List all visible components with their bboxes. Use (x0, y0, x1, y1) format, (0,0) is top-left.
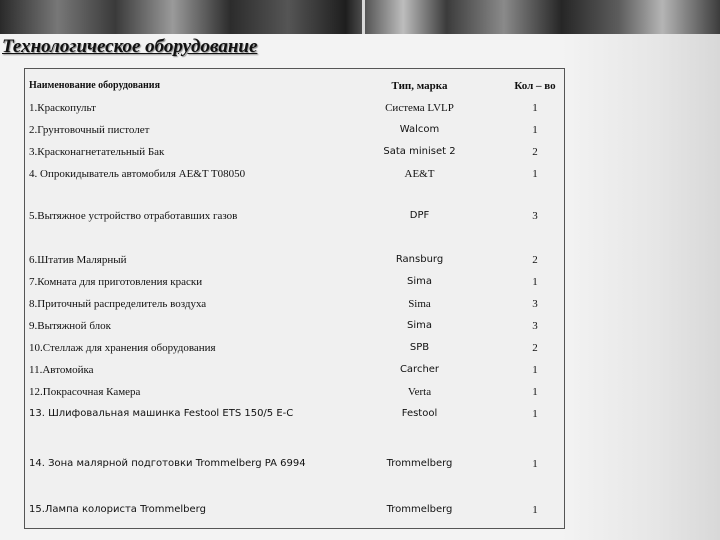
equipment-type: Walcom (399, 124, 440, 135)
table-row (25, 146, 565, 168)
equipment-name: 5.Вытяжное устройство отработавших газов (29, 210, 238, 222)
equipment-type: Система LVLP (385, 102, 454, 114)
table-row (25, 320, 565, 342)
table-row (25, 408, 565, 458)
equipment-qty: 3 (532, 298, 538, 310)
table-row (25, 364, 565, 386)
equipment-name: 9.Вытяжной блок (29, 320, 111, 332)
equipment-type: Sima (408, 298, 431, 310)
table-row (25, 168, 565, 210)
header-banner-image (0, 0, 720, 34)
equipment-name: 11.Автомойка (29, 364, 94, 376)
table-header-row (25, 69, 565, 103)
equipment-name: 4. Опрокидыватель автомобиля AE&T T08050 (29, 168, 246, 180)
table-row (25, 124, 565, 146)
equipment-qty: 1 (532, 504, 538, 516)
equipment-name: 3.Красконагнетательный Бак (29, 146, 165, 158)
equipment-qty: 2 (532, 146, 538, 158)
equipment-type: SPB (409, 342, 430, 353)
table-row (25, 504, 565, 528)
equipment-name: 10.Стеллаж для хранения оборудования (29, 342, 216, 354)
equipment-type: Carcher (399, 364, 440, 375)
equipment-name: 8.Приточный распределитель воздуха (29, 298, 207, 310)
equipment-qty: 3 (532, 210, 538, 222)
table-row (25, 298, 565, 320)
equipment-table (24, 68, 565, 529)
equipment-name: 14. Зона малярной подготовки Trommelberg PA 6994 (29, 458, 306, 469)
table-row (25, 386, 565, 408)
equipment-qty: 2 (532, 254, 538, 266)
header-name: Наименование оборудования (29, 80, 160, 91)
equipment-type: Trommelberg (386, 504, 453, 515)
equipment-name: 1.Краскопульт (29, 102, 96, 114)
table-row (25, 210, 565, 254)
equipment-name: 12.Покрасочная Камера (29, 386, 141, 398)
table-row (25, 254, 565, 276)
equipment-type: AE&T (404, 168, 435, 180)
equipment-type: Festool (401, 408, 438, 419)
equipment-qty: 2 (532, 342, 538, 354)
equipment-qty: 1 (532, 408, 538, 420)
page-title: Технологическое оборудование (2, 36, 258, 57)
equipment-qty: 1 (532, 364, 538, 376)
equipment-type: Sima (407, 320, 432, 331)
table-row (25, 102, 565, 124)
equipment-qty: 1 (532, 102, 538, 114)
equipment-name: 7.Комната для приготовления краски (29, 276, 203, 288)
equipment-type: Ransburg (395, 254, 444, 265)
equipment-qty: 1 (532, 168, 538, 180)
equipment-qty: 3 (532, 320, 538, 332)
equipment-qty: 1 (532, 458, 538, 470)
equipment-name: 15.Лампа колориста Trommelberg (29, 504, 206, 515)
equipment-name: 6.Штатив Малярный (29, 254, 127, 266)
equipment-type: Trommelberg (386, 458, 453, 469)
banner-divider (362, 0, 365, 34)
equipment-name: 2.Грунтовочный пистолет (29, 124, 150, 136)
table-row (25, 458, 565, 504)
header-type: Тип, марка (391, 79, 448, 92)
equipment-qty: 1 (532, 386, 538, 398)
equipment-type: Verta (407, 386, 432, 398)
header-qty: Кол – во (514, 79, 556, 92)
equipment-qty: 1 (532, 124, 538, 136)
equipment-qty: 1 (532, 276, 538, 288)
equipment-type: Sima (407, 276, 432, 287)
equipment-type: DPF (409, 210, 430, 221)
table-row (25, 342, 565, 364)
equipment-name: 13. Шлифовальная машинка Festool ETS 150/5 E-C (29, 408, 294, 419)
background-shade (562, 34, 720, 540)
table-row (25, 276, 565, 298)
equipment-type: Sata miniset 2 (383, 146, 456, 157)
